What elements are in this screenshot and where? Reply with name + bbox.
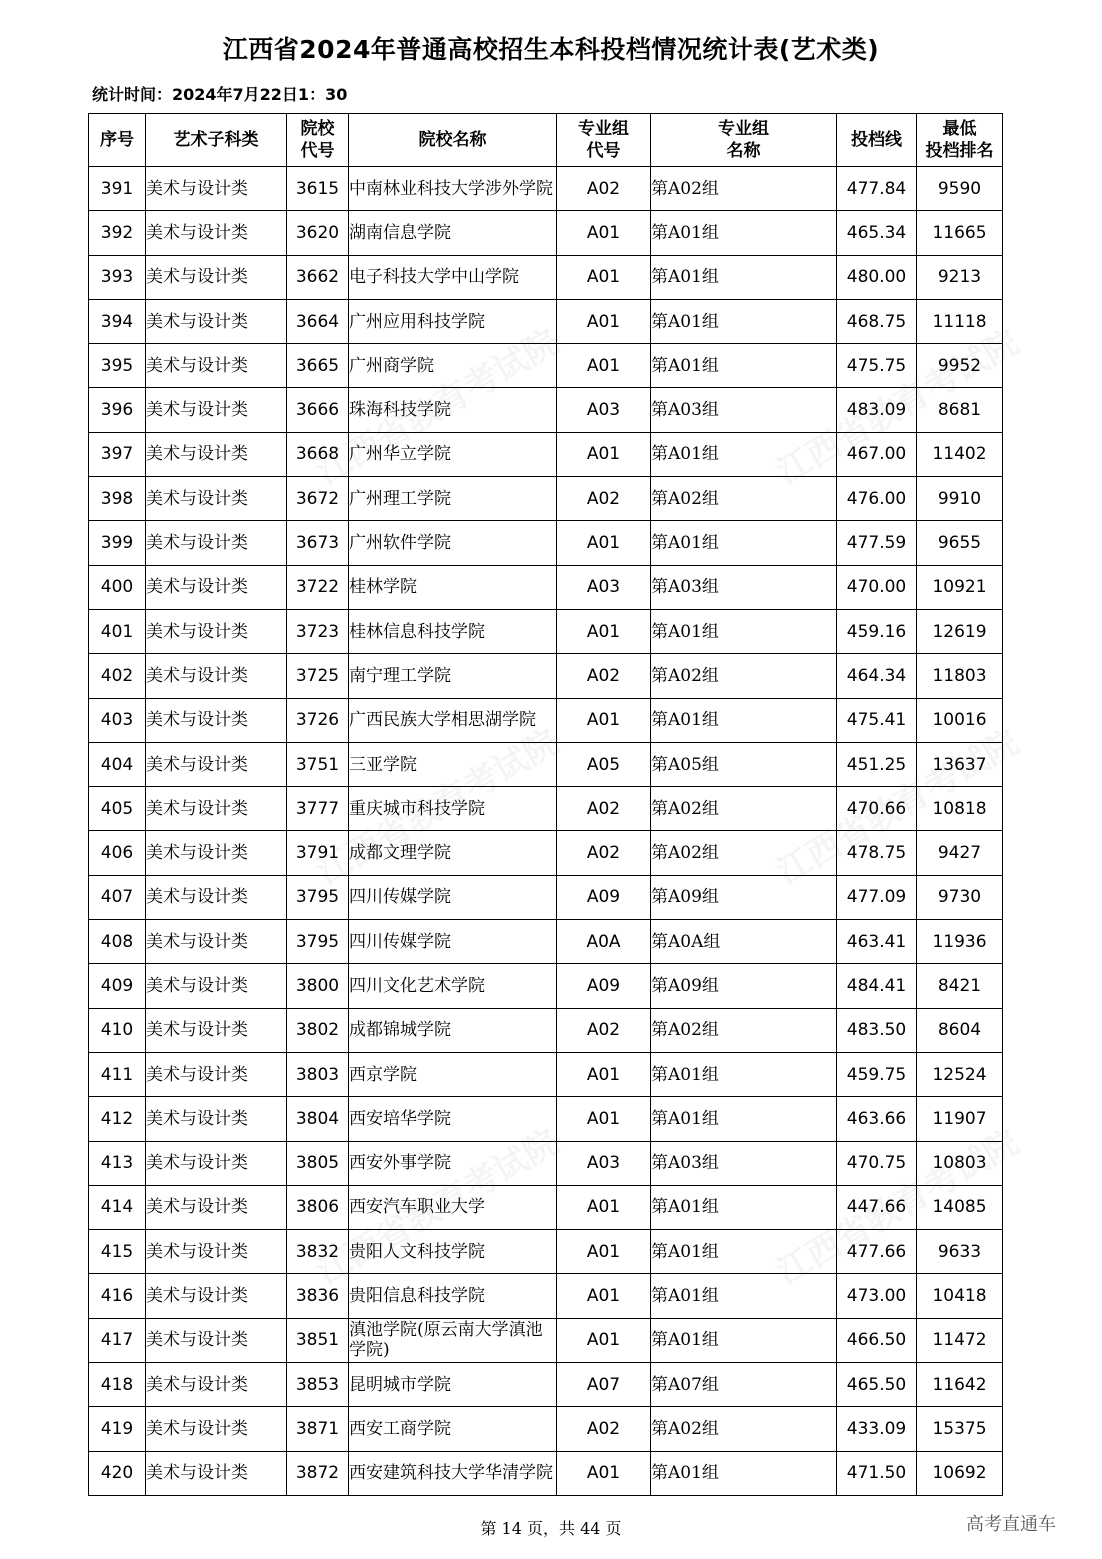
cell-score: 433.09 xyxy=(837,1407,917,1451)
cell-rank: 11402 xyxy=(917,432,1003,476)
cell-score: 475.41 xyxy=(837,698,917,742)
cell-rank: 10418 xyxy=(917,1274,1003,1318)
cell-group-code: A01 xyxy=(557,1052,651,1096)
cell-group-code: A01 xyxy=(557,1185,651,1229)
cell-name: 滇池学院(原云南大学滇池学院) xyxy=(349,1318,557,1362)
cell-category: 美术与设计类 xyxy=(146,565,287,609)
cell-category: 美术与设计类 xyxy=(146,1363,287,1407)
cell-code: 3620 xyxy=(287,211,349,255)
cell-name: 西安建筑科技大学华清学院 xyxy=(349,1451,557,1495)
cell-seq: 393 xyxy=(89,255,146,299)
cell-seq: 399 xyxy=(89,521,146,565)
cell-category: 美术与设计类 xyxy=(146,1052,287,1096)
cell-rank: 8421 xyxy=(917,964,1003,1008)
cell-score: 451.25 xyxy=(837,742,917,786)
cell-seq: 404 xyxy=(89,742,146,786)
cell-rank: 9427 xyxy=(917,831,1003,875)
cell-code: 3777 xyxy=(287,787,349,831)
table-row xyxy=(89,875,1003,919)
cell-category: 美术与设计类 xyxy=(146,1274,287,1318)
cell-code: 3832 xyxy=(287,1230,349,1274)
cell-group-name: 第A01组 xyxy=(651,344,837,388)
cell-rank: 9633 xyxy=(917,1230,1003,1274)
cell-seq: 396 xyxy=(89,388,146,432)
cell-code: 3665 xyxy=(287,344,349,388)
cell-seq: 394 xyxy=(89,299,146,343)
cell-group-name: 第A02组 xyxy=(651,831,837,875)
cell-group-code: A02 xyxy=(557,477,651,521)
cell-rank: 10692 xyxy=(917,1451,1003,1495)
cell-code: 3662 xyxy=(287,255,349,299)
cell-category: 美术与设计类 xyxy=(146,1407,287,1451)
table-row xyxy=(89,1318,1003,1362)
cell-group-name: 第A02组 xyxy=(651,654,837,698)
cell-group-code: A02 xyxy=(557,654,651,698)
cell-score: 484.41 xyxy=(837,964,917,1008)
cell-rank: 11642 xyxy=(917,1363,1003,1407)
table-row xyxy=(89,477,1003,521)
cell-score: 464.34 xyxy=(837,654,917,698)
cell-category: 美术与设计类 xyxy=(146,1097,287,1141)
cell-seq: 419 xyxy=(89,1407,146,1451)
cell-category: 美术与设计类 xyxy=(146,831,287,875)
cell-rank: 12524 xyxy=(917,1052,1003,1096)
cell-category: 美术与设计类 xyxy=(146,1141,287,1185)
cell-group-code: A02 xyxy=(557,831,651,875)
cell-name: 贵阳信息科技学院 xyxy=(349,1274,557,1318)
cell-category: 美术与设计类 xyxy=(146,167,287,211)
cell-name: 电子科技大学中山学院 xyxy=(349,255,557,299)
cell-score: 473.00 xyxy=(837,1274,917,1318)
header-rank: 最低 投档排名 xyxy=(917,114,1003,167)
cell-code: 3836 xyxy=(287,1274,349,1318)
cell-code: 3802 xyxy=(287,1008,349,1052)
table-row xyxy=(89,787,1003,831)
cell-group-code: A01 xyxy=(557,609,651,653)
cell-name: 广州软件学院 xyxy=(349,521,557,565)
cell-code: 3723 xyxy=(287,609,349,653)
cell-group-code: A01 xyxy=(557,432,651,476)
cell-category: 美术与设计类 xyxy=(146,1318,287,1362)
cell-group-code: A05 xyxy=(557,742,651,786)
cell-name: 西安工商学院 xyxy=(349,1407,557,1451)
table-row xyxy=(89,654,1003,698)
cell-group-name: 第A01组 xyxy=(651,299,837,343)
cell-group-code: A01 xyxy=(557,1318,651,1362)
cell-seq: 409 xyxy=(89,964,146,1008)
table-row xyxy=(89,1451,1003,1495)
cell-score: 470.66 xyxy=(837,787,917,831)
cell-category: 美术与设计类 xyxy=(146,787,287,831)
cell-group-code: A02 xyxy=(557,1008,651,1052)
stat-time: 统计时间：2024年7月22日1：30 xyxy=(92,85,348,104)
cell-seq: 405 xyxy=(89,787,146,831)
cell-rank: 14085 xyxy=(917,1185,1003,1229)
cell-score: 447.66 xyxy=(837,1185,917,1229)
cell-rank: 11907 xyxy=(917,1097,1003,1141)
cell-code: 3795 xyxy=(287,920,349,964)
cell-code: 3726 xyxy=(287,698,349,742)
cell-category: 美术与设计类 xyxy=(146,388,287,432)
table-row xyxy=(89,831,1003,875)
cell-category: 美术与设计类 xyxy=(146,344,287,388)
cell-seq: 415 xyxy=(89,1230,146,1274)
cell-score: 463.66 xyxy=(837,1097,917,1141)
cell-group-name: 第A03组 xyxy=(651,388,837,432)
cell-name: 四川传媒学院 xyxy=(349,920,557,964)
cell-rank: 11118 xyxy=(917,299,1003,343)
cell-code: 3615 xyxy=(287,167,349,211)
cell-seq: 391 xyxy=(89,167,146,211)
cell-rank: 10921 xyxy=(917,565,1003,609)
cell-seq: 411 xyxy=(89,1052,146,1096)
cell-rank: 10818 xyxy=(917,787,1003,831)
cell-code: 3804 xyxy=(287,1097,349,1141)
cell-group-code: A01 xyxy=(557,299,651,343)
cell-group-name: 第A03组 xyxy=(651,1141,837,1185)
cell-group-name: 第A0A组 xyxy=(651,920,837,964)
cell-group-code: A01 xyxy=(557,1230,651,1274)
cell-group-name: 第A01组 xyxy=(651,255,837,299)
cell-seq: 397 xyxy=(89,432,146,476)
cell-group-name: 第A01组 xyxy=(651,432,837,476)
cell-score: 471.50 xyxy=(837,1451,917,1495)
cell-seq: 401 xyxy=(89,609,146,653)
table-row xyxy=(89,1008,1003,1052)
cell-seq: 416 xyxy=(89,1274,146,1318)
cell-name: 桂林信息科技学院 xyxy=(349,609,557,653)
cell-code: 3853 xyxy=(287,1363,349,1407)
cell-code: 3872 xyxy=(287,1451,349,1495)
table-row xyxy=(89,255,1003,299)
cell-rank: 11803 xyxy=(917,654,1003,698)
cell-seq: 418 xyxy=(89,1363,146,1407)
cell-name: 南宁理工学院 xyxy=(349,654,557,698)
cell-code: 3803 xyxy=(287,1052,349,1096)
cell-name: 西安外事学院 xyxy=(349,1141,557,1185)
cell-score: 470.00 xyxy=(837,565,917,609)
cell-group-code: A03 xyxy=(557,565,651,609)
cell-rank: 8681 xyxy=(917,388,1003,432)
cell-code: 3791 xyxy=(287,831,349,875)
cell-category: 美术与设计类 xyxy=(146,920,287,964)
cell-category: 美术与设计类 xyxy=(146,698,287,742)
cell-score: 477.84 xyxy=(837,167,917,211)
cell-name: 昆明城市学院 xyxy=(349,1363,557,1407)
cell-rank: 9655 xyxy=(917,521,1003,565)
cell-code: 3673 xyxy=(287,521,349,565)
brand-label: 高考直通车 xyxy=(966,1514,1056,1535)
cell-name: 西京学院 xyxy=(349,1052,557,1096)
cell-category: 美术与设计类 xyxy=(146,255,287,299)
table-row xyxy=(89,211,1003,255)
cell-code: 3725 xyxy=(287,654,349,698)
cell-seq: 410 xyxy=(89,1008,146,1052)
cell-name: 贵阳人文科技学院 xyxy=(349,1230,557,1274)
cell-group-code: A09 xyxy=(557,875,651,919)
cell-group-name: 第A02组 xyxy=(651,787,837,831)
cell-category: 美术与设计类 xyxy=(146,654,287,698)
cell-seq: 412 xyxy=(89,1097,146,1141)
cell-seq: 414 xyxy=(89,1185,146,1229)
cell-code: 3666 xyxy=(287,388,349,432)
table-row xyxy=(89,742,1003,786)
cell-group-code: A02 xyxy=(557,787,651,831)
cell-name: 广州华立学院 xyxy=(349,432,557,476)
cell-rank: 11665 xyxy=(917,211,1003,255)
header-code: 院校 代号 xyxy=(287,114,349,167)
table-row xyxy=(89,1097,1003,1141)
cell-group-name: 第A01组 xyxy=(651,211,837,255)
cell-category: 美术与设计类 xyxy=(146,964,287,1008)
cell-score: 463.41 xyxy=(837,920,917,964)
cell-group-name: 第A09组 xyxy=(651,964,837,1008)
cell-score: 480.00 xyxy=(837,255,917,299)
table-row xyxy=(89,167,1003,211)
table-row xyxy=(89,1141,1003,1185)
cell-category: 美术与设计类 xyxy=(146,521,287,565)
cell-group-code: A01 xyxy=(557,698,651,742)
admission-table xyxy=(88,113,1003,1496)
cell-rank: 8604 xyxy=(917,1008,1003,1052)
cell-seq: 392 xyxy=(89,211,146,255)
cell-rank: 9730 xyxy=(917,875,1003,919)
cell-group-name: 第A01组 xyxy=(651,1052,837,1096)
cell-name: 珠海科技学院 xyxy=(349,388,557,432)
header-group-code: 专业组 代号 xyxy=(557,114,651,167)
table-row xyxy=(89,565,1003,609)
cell-seq: 406 xyxy=(89,831,146,875)
cell-group-code: A07 xyxy=(557,1363,651,1407)
cell-score: 467.00 xyxy=(837,432,917,476)
table-row xyxy=(89,521,1003,565)
cell-score: 477.66 xyxy=(837,1230,917,1274)
cell-rank: 11472 xyxy=(917,1318,1003,1362)
cell-name: 重庆城市科技学院 xyxy=(349,787,557,831)
cell-rank: 9213 xyxy=(917,255,1003,299)
cell-rank: 9952 xyxy=(917,344,1003,388)
cell-code: 3672 xyxy=(287,477,349,521)
cell-group-code: A01 xyxy=(557,344,651,388)
cell-group-name: 第A09组 xyxy=(651,875,837,919)
table-row xyxy=(89,388,1003,432)
cell-group-code: A01 xyxy=(557,1274,651,1318)
cell-group-code: A01 xyxy=(557,521,651,565)
cell-score: 477.09 xyxy=(837,875,917,919)
cell-name: 广州商学院 xyxy=(349,344,557,388)
cell-group-name: 第A01组 xyxy=(651,1230,837,1274)
cell-group-code: A0A xyxy=(557,920,651,964)
table-row xyxy=(89,299,1003,343)
cell-group-name: 第A02组 xyxy=(651,1008,837,1052)
cell-group-code: A01 xyxy=(557,1451,651,1495)
cell-category: 美术与设计类 xyxy=(146,1451,287,1495)
cell-group-name: 第A02组 xyxy=(651,167,837,211)
cell-name: 西安培华学院 xyxy=(349,1097,557,1141)
cell-name: 成都文理学院 xyxy=(349,831,557,875)
cell-code: 3722 xyxy=(287,565,349,609)
header-group-name: 专业组 名称 xyxy=(651,114,837,167)
cell-seq: 403 xyxy=(89,698,146,742)
cell-score: 476.00 xyxy=(837,477,917,521)
header-category: 艺术子科类 xyxy=(146,114,287,167)
cell-rank: 9910 xyxy=(917,477,1003,521)
cell-group-code: A01 xyxy=(557,255,651,299)
table-header-row xyxy=(89,114,1003,167)
cell-group-name: 第A01组 xyxy=(651,1097,837,1141)
cell-rank: 15375 xyxy=(917,1407,1003,1451)
cell-name: 四川文化艺术学院 xyxy=(349,964,557,1008)
table-row xyxy=(89,920,1003,964)
cell-group-code: A01 xyxy=(557,211,651,255)
cell-code: 3851 xyxy=(287,1318,349,1362)
cell-group-name: 第A02组 xyxy=(651,1407,837,1451)
header-score: 投档线 xyxy=(837,114,917,167)
cell-group-name: 第A02组 xyxy=(651,477,837,521)
cell-name: 广州应用科技学院 xyxy=(349,299,557,343)
cell-name: 三亚学院 xyxy=(349,742,557,786)
cell-group-code: A09 xyxy=(557,964,651,1008)
cell-score: 483.09 xyxy=(837,388,917,432)
table-row xyxy=(89,1230,1003,1274)
cell-score: 459.75 xyxy=(837,1052,917,1096)
cell-seq: 400 xyxy=(89,565,146,609)
cell-category: 美术与设计类 xyxy=(146,299,287,343)
cell-name: 广西民族大学相思湖学院 xyxy=(349,698,557,742)
cell-seq: 408 xyxy=(89,920,146,964)
cell-name: 中南林业科技大学涉外学院 xyxy=(349,167,557,211)
cell-group-code: A01 xyxy=(557,1097,651,1141)
cell-score: 478.75 xyxy=(837,831,917,875)
cell-group-name: 第A01组 xyxy=(651,1451,837,1495)
cell-group-name: 第A01组 xyxy=(651,698,837,742)
cell-group-name: 第A03组 xyxy=(651,565,837,609)
table-row xyxy=(89,1185,1003,1229)
cell-score: 459.16 xyxy=(837,609,917,653)
cell-group-name: 第A05组 xyxy=(651,742,837,786)
cell-code: 3800 xyxy=(287,964,349,1008)
cell-category: 美术与设计类 xyxy=(146,1230,287,1274)
page-footer: 第 14 页，共 44 页 xyxy=(480,1519,622,1538)
table-row xyxy=(89,344,1003,388)
cell-rank: 11936 xyxy=(917,920,1003,964)
cell-name: 桂林学院 xyxy=(349,565,557,609)
cell-category: 美术与设计类 xyxy=(146,211,287,255)
header-seq: 序号 xyxy=(89,114,146,167)
cell-group-code: A03 xyxy=(557,1141,651,1185)
cell-score: 466.50 xyxy=(837,1318,917,1362)
cell-code: 3871 xyxy=(287,1407,349,1451)
cell-name: 四川传媒学院 xyxy=(349,875,557,919)
cell-rank: 13637 xyxy=(917,742,1003,786)
cell-seq: 413 xyxy=(89,1141,146,1185)
cell-category: 美术与设计类 xyxy=(146,742,287,786)
table-row xyxy=(89,698,1003,742)
cell-score: 483.50 xyxy=(837,1008,917,1052)
cell-rank: 10803 xyxy=(917,1141,1003,1185)
cell-group-name: 第A01组 xyxy=(651,521,837,565)
cell-category: 美术与设计类 xyxy=(146,1185,287,1229)
cell-rank: 10016 xyxy=(917,698,1003,742)
cell-group-code: A03 xyxy=(557,388,651,432)
cell-code: 3795 xyxy=(287,875,349,919)
cell-code: 3664 xyxy=(287,299,349,343)
cell-category: 美术与设计类 xyxy=(146,1008,287,1052)
cell-group-name: 第A07组 xyxy=(651,1363,837,1407)
cell-name: 西安汽车职业大学 xyxy=(349,1185,557,1229)
cell-seq: 420 xyxy=(89,1451,146,1495)
table-row xyxy=(89,1407,1003,1451)
table-row xyxy=(89,1052,1003,1096)
cell-seq: 417 xyxy=(89,1318,146,1362)
cell-rank: 9590 xyxy=(917,167,1003,211)
page-title: 江西省2024年普通高校招生本科投档情况统计表(艺术类) xyxy=(222,35,880,64)
cell-category: 美术与设计类 xyxy=(146,609,287,653)
cell-group-name: 第A01组 xyxy=(651,609,837,653)
cell-code: 3668 xyxy=(287,432,349,476)
cell-score: 468.75 xyxy=(837,299,917,343)
table-row xyxy=(89,609,1003,653)
cell-seq: 407 xyxy=(89,875,146,919)
cell-name: 广州理工学院 xyxy=(349,477,557,521)
cell-score: 477.59 xyxy=(837,521,917,565)
header-name: 院校名称 xyxy=(349,114,557,167)
cell-seq: 395 xyxy=(89,344,146,388)
cell-group-code: A02 xyxy=(557,1407,651,1451)
cell-score: 470.75 xyxy=(837,1141,917,1185)
cell-category: 美术与设计类 xyxy=(146,432,287,476)
cell-group-code: A02 xyxy=(557,167,651,211)
cell-score: 465.34 xyxy=(837,211,917,255)
cell-group-name: 第A01组 xyxy=(651,1185,837,1229)
table-row xyxy=(89,1274,1003,1318)
cell-score: 475.75 xyxy=(837,344,917,388)
table-row xyxy=(89,432,1003,476)
cell-code: 3806 xyxy=(287,1185,349,1229)
cell-name: 成都锦城学院 xyxy=(349,1008,557,1052)
cell-name: 湖南信息学院 xyxy=(349,211,557,255)
cell-code: 3805 xyxy=(287,1141,349,1185)
cell-category: 美术与设计类 xyxy=(146,477,287,521)
cell-category: 美术与设计类 xyxy=(146,875,287,919)
cell-seq: 402 xyxy=(89,654,146,698)
cell-group-name: 第A01组 xyxy=(651,1318,837,1362)
cell-rank: 12619 xyxy=(917,609,1003,653)
cell-score: 465.50 xyxy=(837,1363,917,1407)
table-row xyxy=(89,964,1003,1008)
cell-group-name: 第A01组 xyxy=(651,1274,837,1318)
cell-seq: 398 xyxy=(89,477,146,521)
cell-code: 3751 xyxy=(287,742,349,786)
table-row xyxy=(89,1363,1003,1407)
